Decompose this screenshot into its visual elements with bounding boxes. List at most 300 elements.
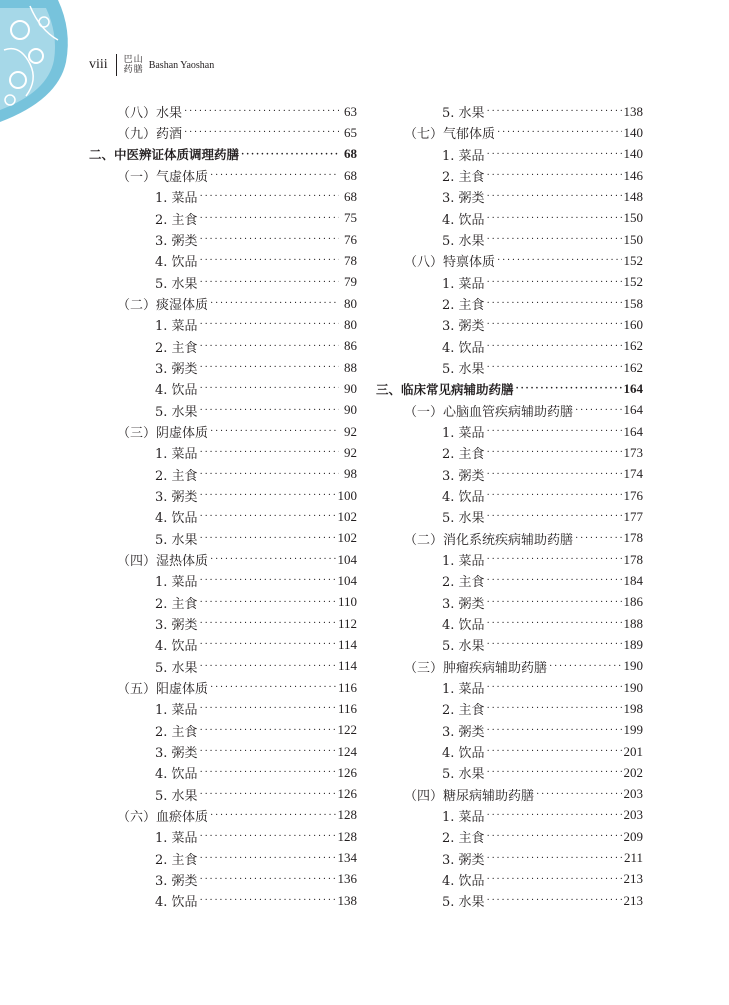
toc-entry-label: 2. 主食: [155, 724, 198, 740]
toc-leader-dots: [210, 554, 335, 565]
toc-entry-page: 126: [337, 786, 357, 802]
toc-section-entry[interactable]: [376, 400, 643, 421]
toc-leader-dots: [487, 831, 622, 842]
toc-subsection-entry[interactable]: [376, 677, 643, 698]
toc-entry-label: 4. 饮品: [155, 511, 198, 527]
toc-entry-label: 5. 水果: [155, 404, 198, 420]
toc-leader-dots: [487, 639, 622, 650]
toc-entry-label: （八）特禀体质: [404, 255, 496, 271]
toc-leader-dots: [200, 405, 339, 416]
toc-entry-label: 3. 粥类: [442, 468, 485, 484]
toc-entry-label: 2. 主食: [442, 831, 485, 847]
toc-entry-page: 190: [623, 679, 643, 695]
toc-subsection-entry[interactable]: [376, 208, 643, 229]
header-page-number: viii: [89, 57, 108, 72]
toc-entry-label: 1. 菜品: [155, 575, 198, 591]
toc-leader-dots: [487, 341, 622, 352]
toc-section-entry[interactable]: [89, 805, 357, 826]
toc-leader-dots: [487, 618, 622, 629]
toc-entry-page: 152: [623, 252, 643, 268]
toc-leader-dots: [487, 234, 622, 245]
toc-subsection-entry[interactable]: [89, 656, 357, 677]
toc-entry-label: （五）阳虚体质: [117, 682, 209, 698]
toc-entry-label: （三）肿瘤疾病辅助药膳: [404, 660, 548, 676]
toc-entry-label: 2. 主食: [442, 298, 485, 314]
toc-leader-dots: [200, 725, 336, 736]
toc-entry-page: 110: [337, 594, 357, 610]
toc-subsection-entry[interactable]: [376, 485, 643, 506]
toc-subsection-entry[interactable]: [89, 485, 357, 506]
toc-subsection-entry[interactable]: [376, 229, 643, 250]
toc-subsection-entry[interactable]: [376, 613, 643, 634]
toc-leader-dots: [200, 639, 336, 650]
toc-entry-label: （四）糖尿病辅助药膳: [404, 788, 535, 804]
toc-entry-label: 5. 水果: [155, 788, 198, 804]
toc-leader-dots: [200, 853, 336, 864]
toc-entry-label: 3. 粥类: [442, 596, 485, 612]
toc-entry-page: 140: [623, 124, 643, 140]
toc-leader-dots: [487, 895, 622, 906]
toc-entry-page: 65: [344, 124, 357, 140]
toc-entry-page: 114: [337, 636, 357, 652]
toc-leader-dots: [200, 746, 336, 757]
toc-section-entry[interactable]: [89, 549, 357, 570]
toc-subsection-entry[interactable]: [89, 400, 357, 421]
toc-entry-label: 1. 菜品: [442, 809, 485, 825]
toc-leader-dots: [487, 277, 622, 288]
toc-entry-label: 2. 主食: [155, 468, 198, 484]
toc-leader-dots: [200, 319, 339, 330]
toc-leader-dots: [487, 170, 622, 181]
toc-leader-dots: [487, 725, 622, 736]
toc-subsection-entry[interactable]: [89, 890, 357, 911]
toc-leader-dots: [575, 405, 621, 416]
toc-leader-dots: [200, 469, 339, 480]
toc-entry-page: 76: [344, 231, 357, 247]
toc-entry-label: 2. 主食: [442, 575, 485, 591]
toc-entry-label: 4. 饮品: [155, 255, 198, 271]
toc-entry-label: （八）水果: [117, 106, 183, 122]
toc-entry-label: 3. 粥类: [442, 852, 485, 868]
toc-leader-dots: [200, 661, 336, 672]
toc-subsection-entry[interactable]: [376, 506, 643, 527]
toc-leader-dots: [241, 149, 339, 160]
toc-entry-label: 三、临床常见病辅助药膳: [376, 381, 514, 397]
toc-entry-page: 68: [344, 188, 357, 204]
toc-entry-page: 114: [337, 658, 357, 674]
toc-entry-label: 4. 饮品: [442, 212, 485, 228]
toc-subsection-entry[interactable]: [89, 613, 357, 634]
toc-subsection-entry[interactable]: [89, 826, 357, 847]
toc-subsection-entry[interactable]: [376, 144, 643, 165]
toc-entry-label: 5. 水果: [442, 511, 485, 527]
toc-subsection-entry[interactable]: [376, 826, 643, 847]
toc-entry-label: 1. 菜品: [442, 426, 485, 442]
toc-section-entry[interactable]: [89, 293, 357, 314]
toc-entry-label: （一）气虚体质: [117, 170, 209, 186]
toc-entry-label: 3. 粥类: [155, 234, 198, 250]
toc-entry-label: 3. 粥类: [155, 618, 198, 634]
toc-subsection-entry[interactable]: [376, 165, 643, 186]
toc-subsection-entry[interactable]: [376, 570, 643, 591]
toc-subsection-entry[interactable]: [89, 442, 357, 463]
toc-leader-dots: [210, 810, 335, 821]
toc-entry-label: 1. 菜品: [155, 191, 198, 207]
toc-entry-page: 102: [337, 508, 357, 524]
toc-section-entry[interactable]: [89, 101, 357, 122]
toc-entry-label: 5. 水果: [442, 362, 485, 378]
toc-entry-page: 186: [623, 594, 643, 610]
toc-subsection-entry[interactable]: [376, 592, 643, 613]
toc-leader-dots: [516, 383, 622, 394]
toc-entry-page: 152: [623, 274, 643, 290]
toc-entry-page: 199: [623, 722, 643, 738]
toc-entry-page: 146: [623, 167, 643, 183]
toc-leader-dots: [200, 447, 339, 458]
toc-leader-dots: [200, 362, 339, 373]
toc-leader-dots: [210, 426, 339, 437]
toc-leader-dots: [200, 490, 336, 501]
toc-section-entry[interactable]: [89, 677, 357, 698]
toc-entry-label: 4. 饮品: [442, 618, 485, 634]
toc-entry-label: 1. 菜品: [155, 319, 198, 335]
toc-chapter-entry[interactable]: [376, 378, 643, 399]
toc-entry-label: 4. 饮品: [155, 767, 198, 783]
toc-subsection-entry[interactable]: [89, 208, 357, 229]
toc-entry-page: 173: [623, 444, 643, 460]
toc-entry-page: 80: [344, 295, 357, 311]
toc-entry-page: 198: [623, 700, 643, 716]
toc-subsection-entry[interactable]: [89, 741, 357, 762]
toc-entry-label: 3. 粥类: [155, 490, 198, 506]
toc-subsection-entry[interactable]: [89, 634, 357, 655]
toc-entry-label: 3. 粥类: [155, 362, 198, 378]
toc-entry-page: 162: [623, 338, 643, 354]
toc-entry-label: 1. 菜品: [155, 703, 198, 719]
toc-subsection-entry[interactable]: [376, 357, 643, 378]
toc-entry-label: （四）湿热体质: [117, 554, 209, 570]
toc-subsection-entry[interactable]: [376, 336, 643, 357]
toc-entry-label: 1. 菜品: [155, 447, 198, 463]
toc-subsection-entry[interactable]: [89, 229, 357, 250]
toc-entry-page: 136: [337, 871, 357, 887]
toc-entry-page: 138: [623, 103, 643, 119]
toc-subsection-entry[interactable]: [89, 528, 357, 549]
toc-section-entry[interactable]: [376, 528, 643, 549]
toc-entry-page: 128: [337, 807, 357, 823]
toc-leader-dots: [200, 533, 336, 544]
toc-entry-page: 211: [623, 850, 643, 866]
toc-entry-label: 1. 菜品: [442, 682, 485, 698]
toc-leader-dots: [549, 661, 621, 672]
toc-entry-page: 209: [623, 828, 643, 844]
toc-entry-page: 63: [344, 103, 357, 119]
toc-entry-label: 2. 主食: [155, 852, 198, 868]
toc-column-right: [376, 101, 643, 911]
toc-leader-dots: [575, 533, 621, 544]
toc-entry-page: 178: [623, 530, 643, 546]
toc-entry-label: 1. 菜品: [442, 554, 485, 570]
toc-leader-dots: [200, 511, 336, 522]
toc-entry-page: 116: [337, 700, 357, 716]
toc-subsection-entry[interactable]: [376, 442, 643, 463]
toc-subsection-entry[interactable]: [376, 762, 643, 783]
toc-entry-label: 2. 主食: [155, 212, 198, 228]
toc-subsection-entry[interactable]: [89, 592, 357, 613]
toc-leader-dots: [200, 383, 339, 394]
toc-entry-page: 178: [623, 551, 643, 567]
toc-entry-page: 68: [344, 146, 357, 162]
toc-subsection-entry[interactable]: [376, 421, 643, 442]
toc-entry-label: 3. 粥类: [442, 724, 485, 740]
toc-subsection-entry[interactable]: [376, 741, 643, 762]
toc-leader-dots: [200, 213, 339, 224]
toc-section-entry[interactable]: [376, 656, 643, 677]
toc-entry-label: 4. 饮品: [155, 895, 198, 911]
toc-entry-label: 5. 水果: [442, 767, 485, 783]
toc-leader-dots: [487, 149, 622, 160]
toc-subsection-entry[interactable]: [376, 698, 643, 719]
toc-leader-dots: [487, 298, 622, 309]
header-book-pinyin: Bashan Yaoshan: [148, 59, 215, 71]
toc-entry-page: 134: [337, 850, 357, 866]
toc-entry-page: 150: [623, 210, 643, 226]
toc-entry-page: 112: [337, 615, 357, 631]
toc-leader-dots: [210, 682, 336, 693]
toc-entry-label: 4. 饮品: [442, 746, 485, 761]
toc-section-entry[interactable]: [89, 165, 357, 186]
toc-entry-page: 164: [623, 423, 643, 439]
toc-entry-page: 86: [344, 338, 357, 354]
toc-leader-dots: [487, 511, 622, 522]
toc-subsection-entry[interactable]: [89, 464, 357, 485]
toc-entry-page: 188: [623, 615, 643, 631]
toc-leader-dots: [487, 469, 622, 480]
toc-leader-dots: [184, 127, 339, 138]
toc-entry-label: 4. 饮品: [155, 639, 198, 655]
toc-entry-label: 4. 饮品: [155, 383, 198, 399]
toc-entry-page: 202: [623, 764, 643, 780]
toc-entry-label: 5. 水果: [155, 660, 198, 676]
toc-entry-page: 122: [337, 722, 357, 738]
toc-entry-label: 5. 水果: [155, 532, 198, 548]
toc-leader-dots: [200, 575, 336, 586]
toc-entry-label: 5. 水果: [442, 639, 485, 655]
toc-entry-page: 201: [623, 743, 643, 759]
toc-entry-label: 5. 水果: [155, 276, 198, 292]
toc-subsection-entry[interactable]: [376, 101, 643, 122]
toc-subsection-entry[interactable]: [89, 720, 357, 741]
toc-leader-dots: [487, 597, 622, 608]
toc-subsection-entry[interactable]: [89, 698, 357, 719]
toc-entry-label: 2. 主食: [442, 170, 485, 186]
toc-entry-label: 2. 主食: [442, 703, 485, 719]
toc-subsection-entry[interactable]: [89, 314, 357, 335]
toc-subsection-entry[interactable]: [376, 634, 643, 655]
toc-entry-label: 3. 粥类: [155, 746, 198, 761]
toc-leader-dots: [210, 170, 339, 181]
toc-entry-page: 126: [337, 764, 357, 780]
toc-subsection-entry[interactable]: [376, 549, 643, 570]
toc-subsection-entry[interactable]: [376, 805, 643, 826]
toc-subsection-entry[interactable]: [89, 762, 357, 783]
toc-subsection-entry[interactable]: [376, 314, 643, 335]
toc-entry-page: 116: [337, 679, 357, 695]
toc-subsection-entry[interactable]: [376, 186, 643, 207]
header-book-title-line2: 药膳: [123, 65, 144, 75]
toc-entry-label: 3. 粥类: [442, 191, 485, 207]
toc-subsection-entry[interactable]: [376, 869, 643, 890]
toc-subsection-entry[interactable]: [89, 336, 357, 357]
toc-subsection-entry[interactable]: [376, 720, 643, 741]
toc-leader-dots: [200, 789, 336, 800]
toc-entry-page: 164: [623, 402, 643, 418]
corner-ornament-icon: [0, 0, 72, 122]
toc-entry-page: 75: [344, 210, 357, 226]
toc-entry-page: 79: [344, 274, 357, 290]
toc-subsection-entry[interactable]: [89, 847, 357, 868]
running-header: [89, 52, 214, 78]
toc-entry-page: 90: [344, 402, 357, 418]
toc-entry-label: 二、中医辨证体质调理药膳: [89, 147, 240, 163]
toc-subsection-entry[interactable]: [89, 378, 357, 399]
toc-subsection-entry[interactable]: [89, 506, 357, 527]
toc-leader-dots: [487, 319, 622, 330]
toc-leader-dots: [497, 127, 621, 138]
toc-leader-dots: [200, 255, 339, 266]
toc-entry-label: 3. 粥类: [155, 873, 198, 889]
toc-entry-label: （一）心脑血管疾病辅助药膳: [404, 404, 574, 420]
toc-entry-label: 5. 水果: [442, 234, 485, 250]
toc-entry-page: 203: [623, 807, 643, 823]
header-book-title-line1: 巴山: [123, 55, 144, 65]
toc-leader-dots: [200, 597, 336, 608]
toc-leader-dots: [487, 682, 622, 693]
header-book-title: [124, 55, 144, 75]
toc-entry-page: 100: [337, 487, 357, 503]
toc-entry-label: 4. 饮品: [442, 490, 485, 506]
toc-section-entry[interactable]: [89, 122, 357, 143]
toc-entry-page: 140: [623, 146, 643, 162]
toc-entry-label: 1. 菜品: [442, 276, 485, 292]
toc-subsection-entry[interactable]: [376, 272, 643, 293]
toc-leader-dots: [487, 447, 622, 458]
toc-leader-dots: [487, 853, 622, 864]
toc-entry-label: 2. 主食: [442, 447, 485, 463]
toc-leader-dots: [200, 831, 336, 842]
toc-subsection-entry[interactable]: [89, 272, 357, 293]
toc-leader-dots: [200, 895, 336, 906]
toc-entry-label: 4. 饮品: [442, 340, 485, 356]
toc-subsection-entry[interactable]: [89, 784, 357, 805]
toc-section-entry[interactable]: [89, 421, 357, 442]
toc-chapter-entry[interactable]: [89, 144, 357, 165]
toc-entry-label: 5. 水果: [442, 106, 485, 122]
toc-entry-page: 92: [344, 444, 357, 460]
toc-subsection-entry[interactable]: [376, 847, 643, 868]
toc-entry-page: 213: [623, 892, 643, 908]
toc-leader-dots: [487, 554, 622, 565]
toc-entry-page: 104: [337, 551, 357, 567]
toc-entry-page: 78: [344, 252, 357, 268]
toc-entry-label: 5. 水果: [442, 895, 485, 911]
toc-entry-label: （二）消化系统疾病辅助药膳: [404, 532, 574, 548]
toc-entry-page: 92: [344, 423, 357, 439]
toc-subsection-entry[interactable]: [376, 890, 643, 911]
toc-entry-label: （九）药酒: [117, 127, 183, 143]
toc-subsection-entry[interactable]: [376, 464, 643, 485]
toc-leader-dots: [200, 341, 339, 352]
toc-entry-page: 124: [337, 743, 357, 759]
toc-entry-page: 138: [337, 892, 357, 908]
toc-leader-dots: [487, 490, 622, 501]
toc-leader-dots: [200, 234, 339, 245]
toc-entry-page: 203: [623, 786, 643, 802]
toc-entry-label: （三）阴虚体质: [117, 426, 209, 442]
toc-entry-page: 213: [623, 871, 643, 887]
toc-entry-page: 189: [623, 636, 643, 652]
toc-entry-label: 1. 菜品: [155, 831, 198, 847]
toc-entry-page: 88: [344, 359, 357, 375]
toc-entry-label: （七）气郁体质: [404, 127, 496, 143]
toc-leader-dots: [200, 618, 336, 629]
toc-leader-dots: [210, 298, 339, 309]
toc-leader-dots: [536, 789, 621, 800]
toc-entry-page: 160: [623, 316, 643, 332]
toc-entry-label: 3. 粥类: [442, 319, 485, 335]
toc-subsection-entry[interactable]: [89, 357, 357, 378]
toc-section-entry[interactable]: [376, 250, 643, 271]
toc-subsection-entry[interactable]: [89, 250, 357, 271]
toc-entry-label: 4. 饮品: [442, 873, 485, 889]
toc-entry-page: 104: [337, 572, 357, 588]
toc-entry-page: 164: [623, 380, 643, 396]
toc-leader-dots: [487, 426, 622, 437]
toc-entry-page: 177: [623, 508, 643, 524]
toc-leader-dots: [487, 213, 622, 224]
toc-subsection-entry[interactable]: [89, 570, 357, 591]
toc-leader-dots: [497, 255, 621, 266]
toc-leader-dots: [487, 106, 622, 117]
toc-entry-label: 1. 菜品: [442, 148, 485, 164]
toc-subsection-entry[interactable]: [89, 869, 357, 890]
toc-leader-dots: [184, 106, 339, 117]
toc-leader-dots: [200, 277, 339, 288]
toc-leader-dots: [200, 703, 336, 714]
toc-section-entry[interactable]: [376, 122, 643, 143]
toc-entry-page: 68: [344, 167, 357, 183]
toc-leader-dots: [200, 767, 336, 778]
toc-entry-page: 158: [623, 295, 643, 311]
toc-entry-page: 190: [623, 658, 643, 674]
toc-entry-page: 176: [623, 487, 643, 503]
toc-subsection-entry[interactable]: [89, 186, 357, 207]
toc-entry-page: 102: [337, 530, 357, 546]
toc-leader-dots: [487, 575, 622, 586]
toc-leader-dots: [487, 767, 622, 778]
toc-leader-dots: [200, 191, 339, 202]
toc-entry-label: 2. 主食: [155, 340, 198, 356]
toc-entry-label: （六）血瘀体质: [117, 809, 209, 825]
toc-leader-dots: [487, 746, 622, 757]
toc-entry-page: 148: [623, 188, 643, 204]
toc-subsection-entry[interactable]: [376, 293, 643, 314]
toc-entry-page: 162: [623, 359, 643, 375]
toc-entry-page: 90: [344, 380, 357, 396]
toc-section-entry[interactable]: [376, 784, 643, 805]
toc-leader-dots: [487, 191, 622, 202]
toc-entry-page: 184: [623, 572, 643, 588]
